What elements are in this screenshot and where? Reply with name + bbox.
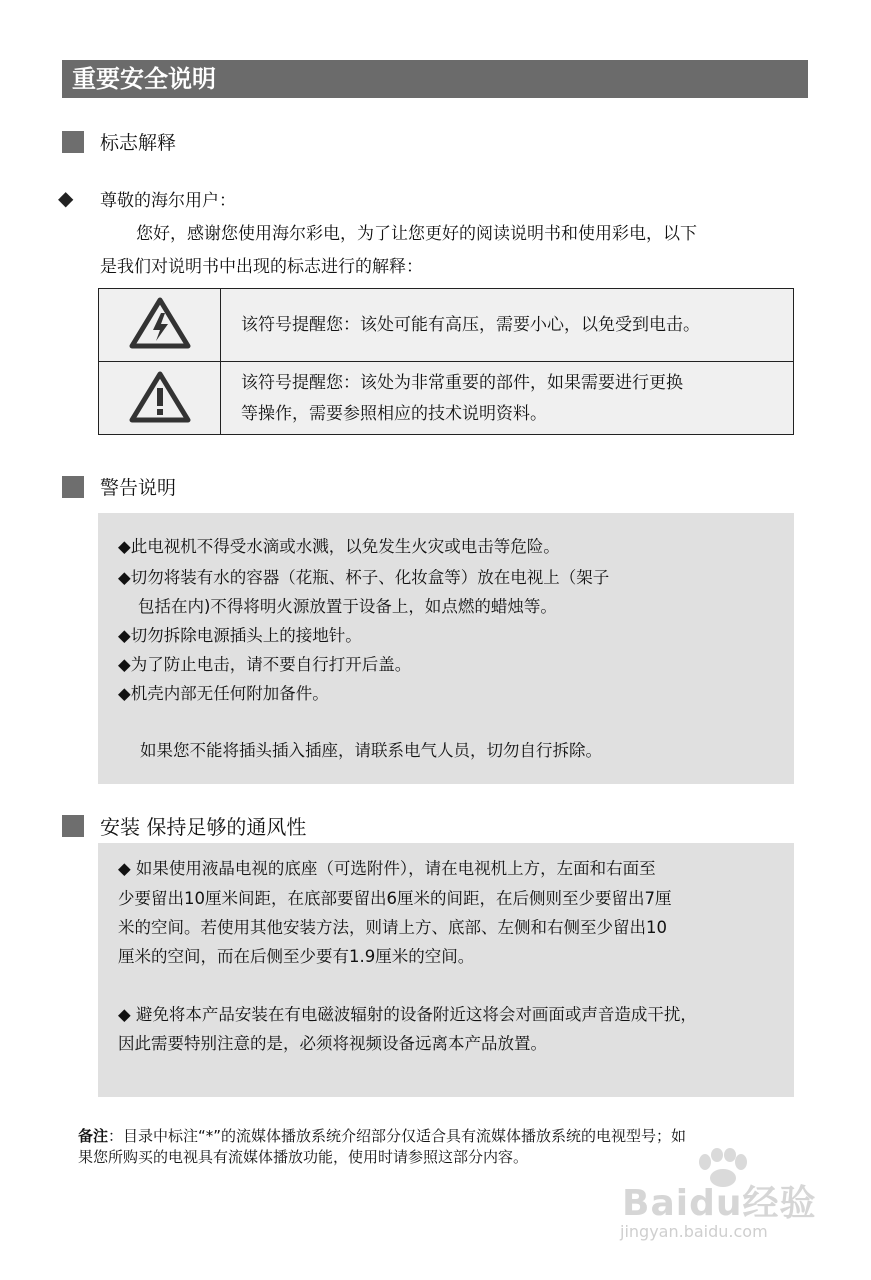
intro-line-2: 是我们对说明书中出现的标志进行的解释： (100, 257, 423, 277)
section-heading-warnings (62, 473, 176, 500)
install-line: 厘米的空间，而在后侧至少要有1.9厘米的空间。 (118, 947, 475, 966)
section-heading-install (62, 811, 306, 840)
note-line-1 (78, 1125, 686, 1146)
install-line: ◆ 避免将本产品安装在有电磁波辐射的设备附近这将会对画面或声音造成干扰， (118, 1005, 697, 1024)
watermark-logo: Baidu经验 (622, 1183, 817, 1224)
high-voltage-warning-icon (129, 297, 191, 349)
install-line: 因此需要特别注意的是，必须将视频设备远离本产品放置。 (118, 1034, 547, 1053)
watermark-url: jingyan.baidu.com (620, 1222, 768, 1241)
note-label: 备注 (78, 1127, 109, 1145)
note-text: ：目录中标注“*”的流媒体播放系统介绍部分仅适合具有流媒体播放系统的电视型号；如 (108, 1127, 687, 1145)
install-line: 米的空间。若使用其他安装方法，则请上方、底部、左侧和右侧至少留出10 (118, 918, 667, 937)
warning-line: ◆切勿拆除电源插头上的接地针。 (118, 626, 362, 645)
note-line-2: 果您所购买的电视具有流媒体播放功能，使用时请参照这部分内容。 (78, 1148, 529, 1166)
symbol-text-2a: 该符号提醒您：该处为非常重要的部件，如果需要进行更换 (241, 373, 683, 393)
section-square-icon (62, 131, 84, 153)
section-heading-text: 警告说明 (100, 477, 177, 499)
warning-line: ◆此电视机不得受水滴或水溅，以免发生火灾或电击等危险。 (118, 537, 560, 556)
section-heading-text: 安装 保持足够的通风性 (100, 815, 307, 839)
greeting: 尊敬的海尔用户： (100, 191, 236, 211)
section-heading-text: 标志解释 (100, 132, 177, 154)
warning-footer: 如果您不能将插头插入插座，请联系电气人员，切勿自行拆除。 (140, 741, 602, 760)
install-box (98, 843, 794, 1097)
symbol-table (98, 288, 794, 435)
page-title: 重要安全说明 (62, 60, 808, 98)
warning-line: ◆为了防止电击，请不要自行打开后盖。 (118, 655, 412, 674)
warning-line: 包括在内)不得将明火源放置于设备上，如点燃的蜡烛等。 (138, 597, 557, 616)
section-square-icon (62, 476, 84, 498)
warnings-box (98, 513, 794, 784)
symbol-text-1: 该符号提醒您：该处可能有高压，需要小心，以免受到电击。 (241, 315, 700, 335)
install-line: ◆ 如果使用液晶电视的底座（可选附件），请在电视机上方，左面和右面至 (118, 859, 656, 878)
warning-line: ◆切勿将装有水的容器（花瓶、杯子、化妆盒等）放在电视上（架子 (118, 568, 610, 587)
exclamation-warning-icon (129, 371, 191, 423)
warning-line: ◆机壳内部无任何附加备件。 (118, 684, 329, 703)
install-line: 少要留出10厘米间距，在底部要留出6厘米的间距，在后侧则至少要留出7厘 (118, 889, 672, 908)
symbol-text-2b: 等操作，需要参照相应的技术说明资料。 (241, 404, 547, 424)
section-square-icon (62, 815, 84, 837)
diamond-bullet-icon: ◆ (58, 186, 74, 210)
section-heading-symbols (62, 128, 176, 155)
intro-line-1: 您好，感谢您使用海尔彩电，为了让您更好的阅读说明书和使用彩电，以下 (136, 224, 697, 244)
